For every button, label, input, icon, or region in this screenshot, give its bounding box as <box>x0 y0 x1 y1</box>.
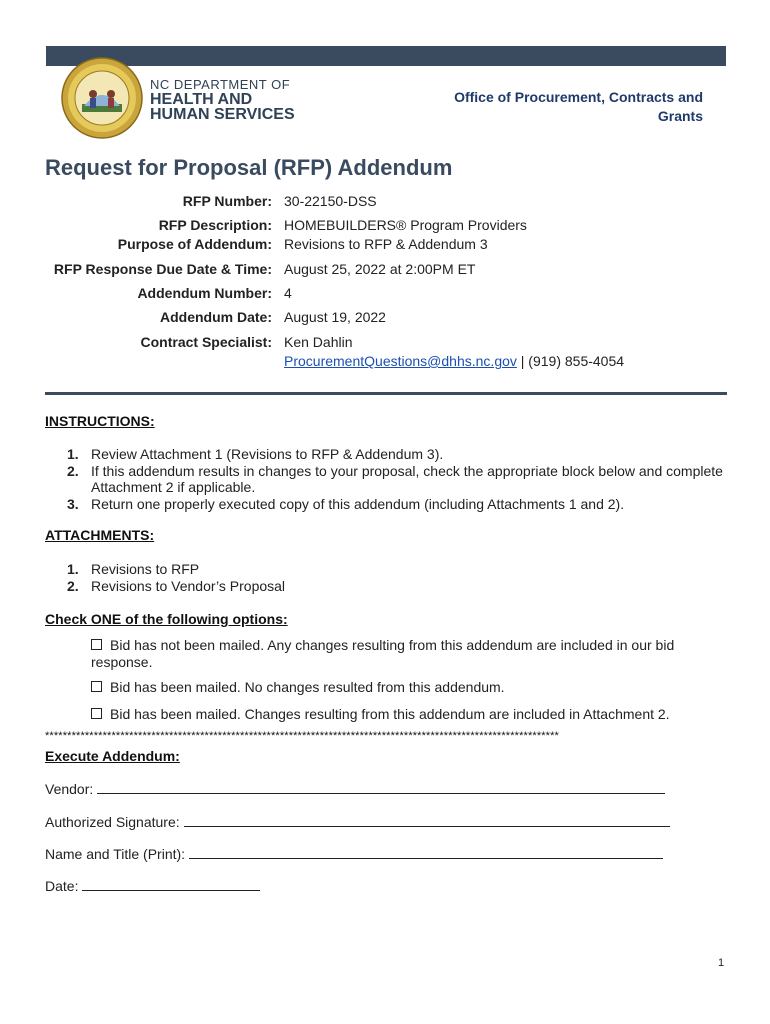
purpose-label: Purpose of Addendum: <box>117 236 272 252</box>
option-label: Bid has been mailed. No changes resulted from this addendum. <box>110 679 505 695</box>
addendum-date-label: Addendum Date: <box>160 309 272 325</box>
dhhs-logo <box>60 56 320 146</box>
checkbox[interactable] <box>91 681 102 692</box>
rfp-number-label: RFP Number: <box>182 193 272 209</box>
list-item: 2. If this addendum results in changes to your proposal, check the appropriate block below and complete Attachment 2 if applicable. <box>67 462 723 495</box>
purpose-value: Revisions to RFP & Addendum 3 <box>284 236 488 252</box>
name-title-label: Name and Title (Print): <box>45 846 186 862</box>
instructions-list <box>45 446 725 512</box>
list-item: 1. Revisions to RFP <box>67 561 200 577</box>
list-item: 3. Return one properly executed copy of this addendum (including Attachments 1 and 2). <box>67 495 625 512</box>
options-heading: Check ONE of the following options: <box>45 611 288 627</box>
option-mailed-changes <box>91 706 711 723</box>
execute-heading: Execute Addendum: <box>45 748 180 764</box>
page-number: 1 <box>718 957 725 969</box>
instructions-heading: INSTRUCTIONS: <box>45 413 155 429</box>
office-line2: Grants <box>657 108 703 124</box>
due-date-value: August 25, 2022 at 2:00PM ET <box>284 261 476 277</box>
vendor-field <box>45 781 665 797</box>
office-line1: Office of Procurement, Contracts and <box>454 89 703 105</box>
checkbox[interactable] <box>91 639 102 650</box>
rfp-description-label: RFP Description: <box>158 217 272 233</box>
specialist-name: Ken Dahlin <box>284 334 353 350</box>
rfp-description-value: HOMEBUILDERS® Program Providers <box>284 217 527 233</box>
date-label: Date: <box>45 878 79 894</box>
page-title: Request for Proposal (RFP) Addendum <box>45 155 453 180</box>
checkbox[interactable] <box>91 708 102 719</box>
section-divider <box>45 392 727 395</box>
dept-line1: NC DEPARTMENT OF <box>150 77 291 92</box>
addendum-number-value: 4 <box>284 285 292 301</box>
separator-stars: ******************************************************************************************************************** <box>45 730 559 742</box>
specialist-email-link[interactable]: ProcurementQuestions@dhhs.nc.gov <box>284 353 517 369</box>
signature-field <box>45 814 670 830</box>
rfp-number-value: 30-22150-DSS <box>284 193 377 209</box>
department-name <box>150 78 295 122</box>
signature-line[interactable] <box>184 814 670 827</box>
option-label: Bid has been mailed. Changes resulting from this addendum are included in Attachment 2. <box>110 706 670 722</box>
attachments-heading: ATTACHMENTS: <box>45 527 155 543</box>
office-name <box>403 88 703 126</box>
vendor-label: Vendor: <box>45 781 94 797</box>
nc-state-seal-icon <box>60 56 144 140</box>
due-date-label: RFP Response Due Date & Time: <box>53 261 272 277</box>
name-title-line[interactable] <box>189 846 663 859</box>
addendum-number-label: Addendum Number: <box>137 285 272 301</box>
dept-line3: HUMAN SERVICES <box>150 106 295 123</box>
date-field <box>45 878 260 894</box>
signature-label: Authorized Signature: <box>45 814 180 830</box>
specialist-contact <box>284 352 624 371</box>
attachments-list <box>45 561 725 594</box>
date-line[interactable] <box>82 878 260 891</box>
specialist-phone: | (919) 855-4054 <box>516 353 625 369</box>
vendor-line[interactable] <box>97 781 665 794</box>
option-label: Bid has not been mailed. Any changes resulting from this addendum are included in our bid response. <box>91 637 675 670</box>
option-not-mailed <box>91 637 711 671</box>
name-title-field <box>45 846 663 862</box>
list-item: 2. Revisions to Vendor’s Proposal <box>67 577 286 594</box>
specialist-label: Contract Specialist: <box>140 334 272 350</box>
list-item: 1. Review Attachment 1 (Revisions to RFP & Addendum 3). <box>67 446 444 462</box>
option-mailed-no-changes <box>91 679 711 696</box>
dept-line2: HEALTH AND <box>150 91 253 108</box>
addendum-date-value: August 19, 2022 <box>284 309 386 325</box>
